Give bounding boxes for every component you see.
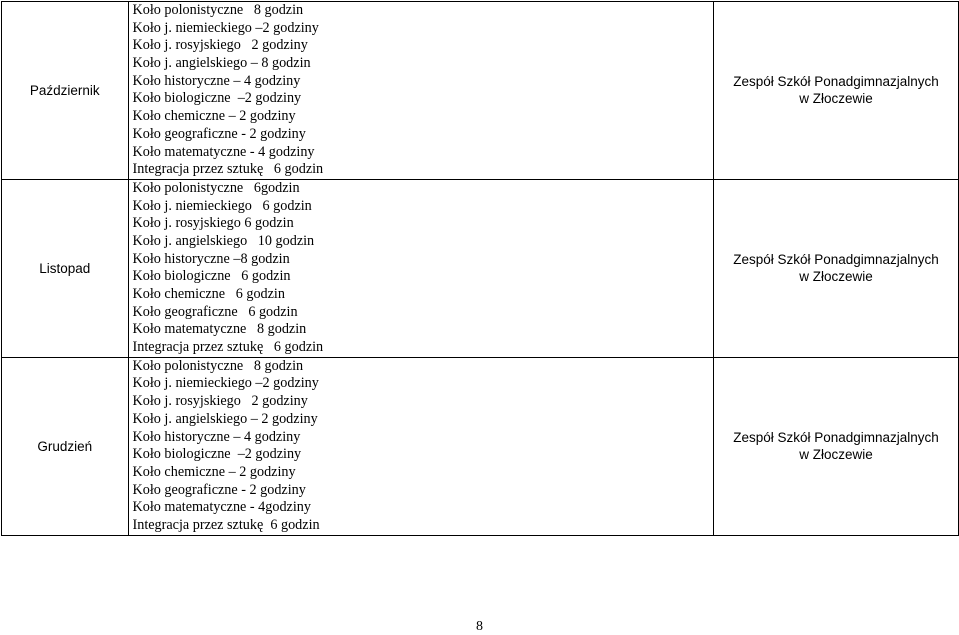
circle-line: Koło chemiczne – 2 godziny [132, 463, 296, 480]
circle-line: Koło geograficzne 6 godzin [132, 303, 298, 320]
school-cell [714, 2, 959, 180]
school-location: w Złoczewie [799, 269, 873, 285]
circle-line: Koło chemiczne – 2 godziny [132, 108, 296, 125]
circle-line: Koło polonistyczne 8 godzin [132, 357, 304, 374]
circle-line: Koło polonistyczne 6godzin [132, 179, 300, 196]
circles-cell [128, 179, 714, 357]
circles-cell [128, 357, 714, 535]
school-cell [714, 179, 959, 357]
circle-line: Koło polonistyczne 8 godzin [132, 2, 304, 18]
circle-line: Koło historyczne – 4 godziny [132, 72, 301, 89]
circle-line: Koło historyczne – 4 godziny [132, 428, 301, 445]
school-name: Zespół Szkół Ponadgimnazjalnych [733, 430, 939, 446]
circle-line: Koło j. niemieckiego –2 godziny [132, 19, 319, 36]
circle-line: Koło j. angielskiego 10 godzin [132, 232, 315, 249]
circle-line: Integracja przez sztukę 6 godzin [132, 516, 320, 533]
circle-line: Koło j. rosyjskiego 2 godziny [132, 37, 308, 54]
circle-line: Koło matematyczne - 4 godziny [132, 143, 315, 160]
school-name: Zespół Szkół Ponadgimnazjalnych [733, 252, 939, 268]
circle-line: Koło matematyczne - 4godziny [132, 499, 311, 516]
school-name: Zespół Szkół Ponadgimnazjalnych [733, 74, 939, 90]
circle-line: Koło j. angielskiego – 8 godzin [132, 55, 311, 72]
circle-line: Koło j. rosyjskiego 6 godzin [132, 215, 294, 232]
page-number: 8 [476, 619, 483, 634]
circle-line: Integracja przez sztukę 6 godzin [132, 339, 324, 356]
school-cell [714, 357, 959, 535]
circle-line: Koło geograficzne - 2 godziny [132, 481, 306, 498]
circle-line: Koło biologiczne –2 godziny [132, 446, 302, 463]
table-row [2, 357, 959, 535]
circle-line: Integracja przez sztukę 6 godzin [132, 161, 324, 178]
school-location: w Złoczewie [799, 91, 873, 107]
circle-line: Koło j. rosyjskiego 2 godziny [132, 393, 308, 410]
school-location: w Złoczewie [799, 447, 873, 463]
schedule-table [1, 1, 959, 536]
circle-line: Koło historyczne –8 godzin [132, 250, 290, 267]
month-cell: Październik [2, 2, 129, 180]
month-cell: Grudzień [2, 357, 129, 535]
circle-line: Koło matematyczne 8 godzin [132, 321, 307, 338]
circle-line: Koło chemiczne 6 godzin [132, 286, 285, 302]
circle-line: Koło biologiczne –2 godziny [132, 90, 302, 107]
circle-line: Koło j. angielskiego – 2 godziny [132, 410, 318, 427]
table-row [2, 2, 959, 180]
table-row [2, 179, 959, 357]
circle-line: Koło biologiczne 6 godzin [132, 268, 291, 285]
month-cell: Listopad [2, 179, 129, 357]
circle-line: Koło j. niemieckiego –2 godziny [132, 375, 319, 392]
circle-line: Koło j. niemieckiego 6 godzin [132, 197, 312, 214]
circle-line: Koło geograficzne - 2 godziny [132, 125, 306, 142]
circles-cell [128, 2, 714, 180]
